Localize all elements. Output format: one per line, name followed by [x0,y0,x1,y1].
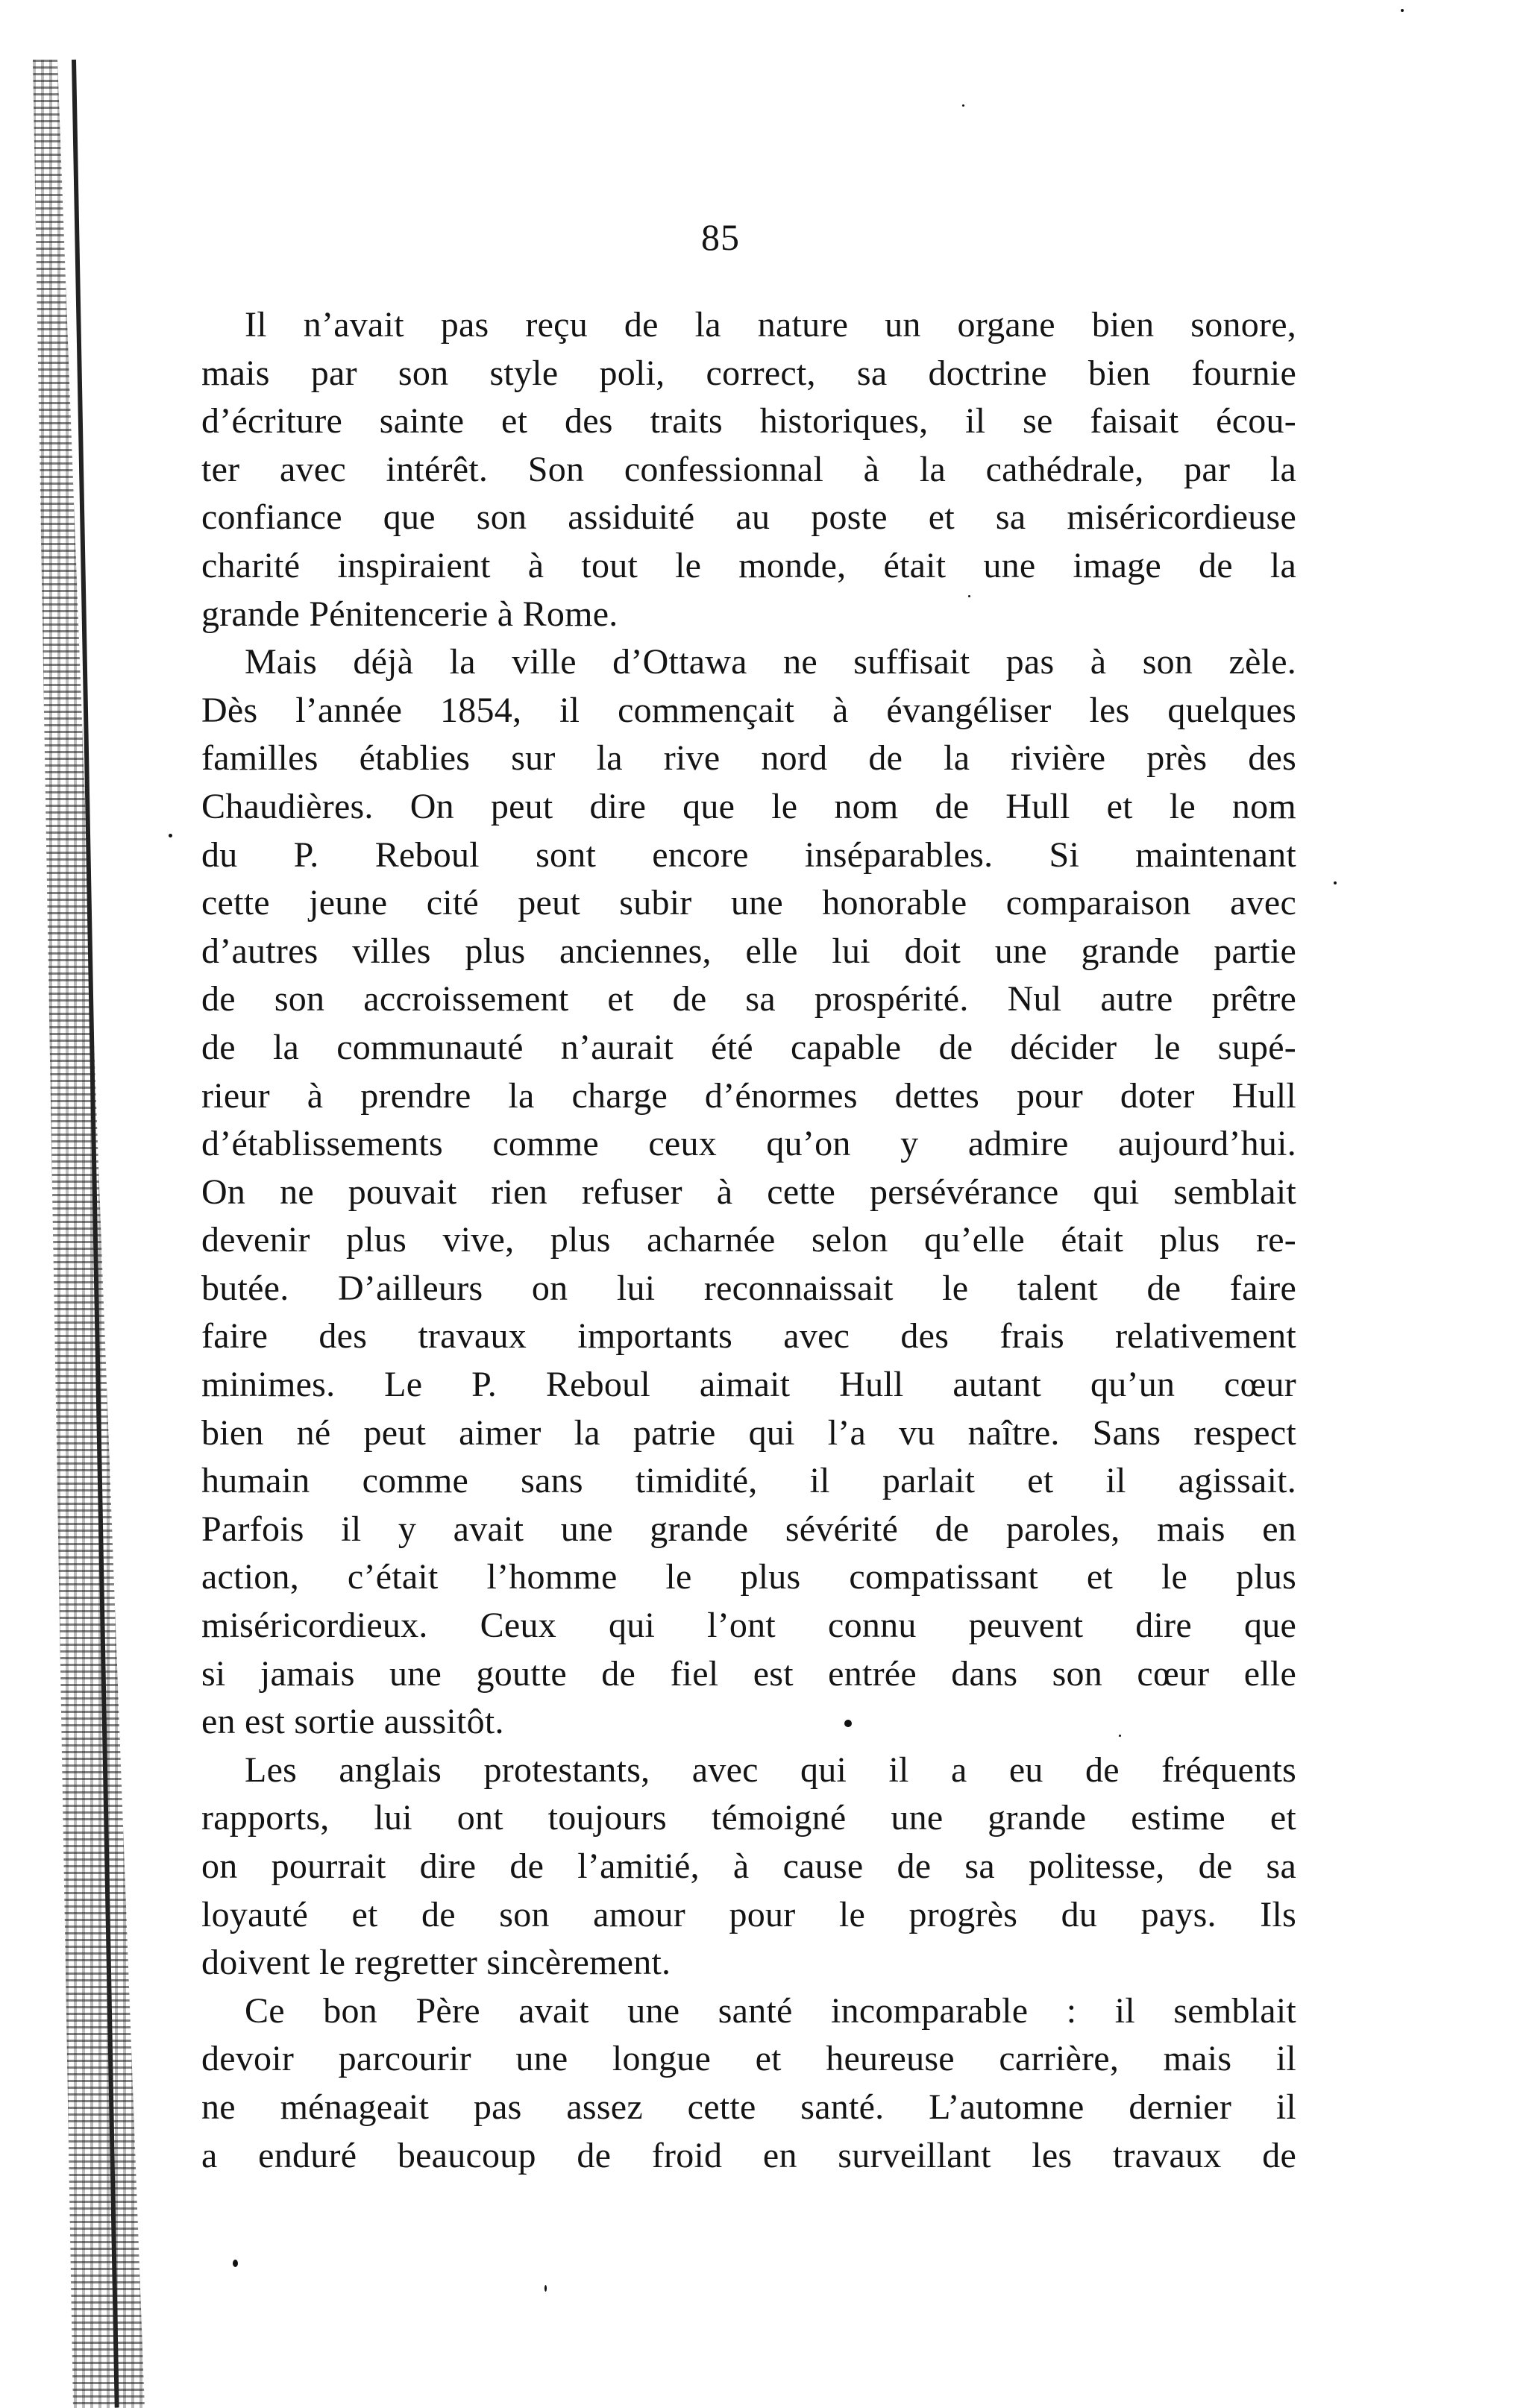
print-speck [169,834,172,837]
text-line: de son accroissement et de sa prospérité. Nul autre prêtre [201,979,1296,1019]
print-speck [1334,881,1337,884]
text-line: humain comme sans timidité, il parlait et il agissait. [201,1461,1296,1501]
body-text [201,301,1296,2180]
text-line: devoir parcourir une longue et heureuse carrière, mais il [201,2039,1296,2079]
text-line: Il n’avait pas reçu de la nature un organe bien sonore, [245,305,1296,345]
text-line: d’autres villes plus anciennes, elle lui doit une grande partie [201,931,1296,971]
text-line: a enduré beaucoup de froid en surveillant les travaux de [201,2135,1296,2175]
text-line: Les anglais protestants, avec qui il a eu de fréquents [245,1750,1296,1790]
text-line: miséricordieux. Ceux qui l’ont connu peuvent dire que [201,1606,1296,1646]
text-line: Parfois il y avait une grande sévérité de paroles, mais en [201,1509,1296,1549]
text-line: mais par son style poli, correct, sa doctrine bien fournie [201,353,1296,393]
text-line: doivent le regretter sincèrement. [201,1943,671,1983]
text-line: ne ménageait pas assez cette santé. L’automne dernier il [201,2087,1296,2127]
text-line: faire des travaux importants avec des frais relativement [201,1316,1296,1357]
print-speck [962,104,964,107]
text-line: Ce bon Père avait une santé incomparable : il semblait [245,1990,1296,2031]
print-speck [544,2285,547,2292]
text-line: de la communauté n’aurait été capable de décider le supé- [201,1027,1296,1067]
text-line: minimes. Le P. Reboul aimait Hull autant qu’un cœur [201,1365,1296,1405]
text-line: en est sortie aussitôt. [201,1702,504,1742]
text-line: On ne pouvait rien refuser à cette persévérance qui semblait [201,1172,1296,1212]
text-line: Chaudières. On peut dire que le nom de Hull et le nom [201,786,1296,826]
print-speck [1401,9,1404,12]
text-line: d’écriture sainte et des traits historiques, il se faisait écou- [201,401,1296,441]
text-line: loyauté et de son amour pour le progrès du pays. Ils [201,1894,1296,1934]
book-binding-edge [33,60,145,2408]
text-line: charité inspiraient à tout le monde, était une image de la [201,545,1296,585]
text-line: familles établies sur la rive nord de la rivière près des [201,738,1296,779]
text-line: bien né peut aimer la patrie qui l’a vu naître. Sans respect [201,1412,1296,1453]
text-line: cette jeune cité peut subir une honorable comparaison avec [201,883,1296,923]
text-line: Dès l’année 1854, il commençait à évangéliser les quelques [201,690,1296,730]
text-line: rieur à prendre la charge d’énormes dettes pour doter Hull [201,1075,1296,1116]
text-line: action, c’était l’homme le plus compatissant et le plus [201,1557,1296,1597]
text-line: d’établissements comme ceux qu’on y admire aujourd’hui. [201,1124,1296,1164]
print-speck [968,595,970,597]
text-line: grande Pénitencerie à Rome. [201,594,618,634]
text-line: butée. D’ailleurs on lui reconnaissait le talent de faire [201,1268,1296,1308]
text-line: confiance que son assiduité au poste et sa miséricordieuse [201,497,1296,538]
text-line: rapports, lui ont toujours témoigné une grande estime et [201,1798,1296,1838]
print-speck [1119,1735,1121,1737]
text-line: si jamais une goutte de fiel est entrée dans son cœur elle [201,1653,1296,1694]
text-line: devenir plus vive, plus acharnée selon qu’elle était plus re- [201,1220,1296,1260]
text-line: Mais déjà la ville d’Ottawa ne suffisait pas à son zèle. [245,642,1296,682]
page-number: 85 [701,216,740,258]
text-line: on pourrait dire de l’amitié, à cause de sa politesse, de sa [201,1846,1296,1886]
print-speck [233,2260,238,2267]
text-line: du P. Reboul sont encore inséparables. Si maintenant [201,834,1296,875]
text-line: ter avec intérêt. Son confessionnal à la cathédrale, par la [201,449,1296,489]
print-speck [844,1720,852,1727]
